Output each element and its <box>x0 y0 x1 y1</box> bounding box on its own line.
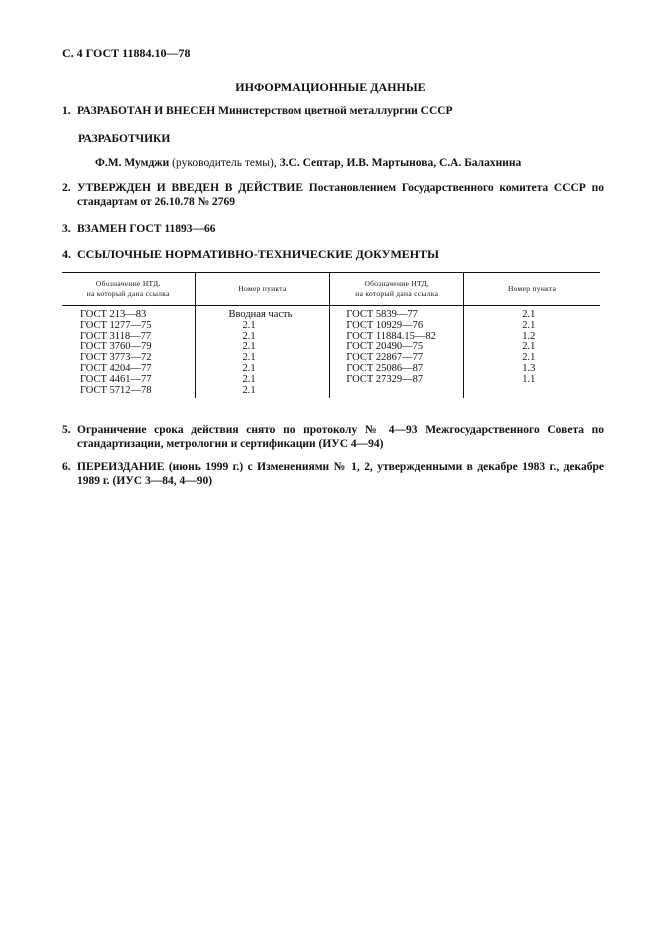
left-doc-item-list <box>62 310 195 396</box>
item-number: 2. <box>62 182 71 194</box>
lead-developer-role: (руководитель темы), <box>172 157 277 169</box>
info-item-2 <box>62 181 604 209</box>
right-point-item: 2.1 <box>522 319 536 331</box>
right-doc-cell <box>330 306 464 399</box>
right-doc-item: ГОСТ 25086—87 <box>346 362 424 374</box>
right-doc-item: ГОСТ 22867—77 <box>346 352 424 364</box>
developers-heading: РАЗРАБОТЧИКИ <box>78 133 171 145</box>
document-title: ИНФОРМАЦИОННЫЕ ДАННЫЕ <box>235 80 426 94</box>
item-number: 5. <box>62 424 71 436</box>
item-number: 4. <box>62 247 71 261</box>
left-doc-item: ГОСТ 1277—75 <box>80 319 152 331</box>
other-developers: З.С. Септар, И.В. Мартынова, С.А. Балахнина <box>279 157 522 169</box>
left-point-cell <box>195 306 330 399</box>
right-point-item: 1.1 <box>522 373 536 385</box>
right-doc-item-list <box>330 310 463 386</box>
info-item-6 <box>62 460 604 488</box>
right-point-item: 1.2 <box>522 330 536 342</box>
info-item-4 <box>62 247 604 261</box>
col-header-doc-right: Обозначение НТД, на который дана ссылка <box>330 273 464 306</box>
left-point-item: 2.1 <box>242 362 256 374</box>
left-doc-item: ГОСТ 3118—77 <box>80 330 152 342</box>
references-table <box>62 272 600 398</box>
col-header-point-right: Номер пункта <box>464 273 600 306</box>
col-header-doc-left: Обозначение НТД, на который дана ссылка <box>62 273 195 306</box>
developers-names <box>95 157 521 169</box>
item-text: ВЗАМЕН ГОСТ 11893—66 <box>77 223 216 235</box>
left-doc-item: ГОСТ 5712—78 <box>80 384 152 396</box>
left-doc-item: ГОСТ 4461—77 <box>80 373 152 385</box>
item-text: ПЕРЕИЗДАНИЕ (июнь 1999 г.) с Изменениями № 1, 2, утвержденными в декабре 1983 г., декабре 1989 г. (ИУС 3—84, 4—90) <box>77 461 604 487</box>
left-doc-item: ГОСТ 213—83 <box>80 309 147 320</box>
left-doc-item: ГОСТ 3760—79 <box>80 341 152 353</box>
left-point-item: 2.1 <box>242 373 256 385</box>
left-point-item: 2.1 <box>242 319 256 331</box>
right-doc-item: ГОСТ 5839—77 <box>346 309 418 320</box>
info-item-5 <box>62 423 604 451</box>
left-point-item: 2.1 <box>242 352 256 364</box>
left-point-item: 2.1 <box>242 384 256 396</box>
left-point-item-list <box>196 310 330 396</box>
item-number: 1. <box>62 105 71 117</box>
lead-developer-name: Ф.М. Мумджи <box>95 157 170 169</box>
left-point-item: 2.1 <box>242 341 256 353</box>
left-point-item: 2.1 <box>242 330 256 342</box>
info-item-1 <box>62 104 604 118</box>
info-item-3 <box>62 222 604 236</box>
right-point-item: 2.1 <box>522 352 536 364</box>
right-point-item-list <box>464 310 600 386</box>
table-header-row <box>62 273 600 306</box>
left-point-item: Вводная часть <box>228 309 293 320</box>
item-text: РАЗРАБОТАН И ВНЕСЕН Министерством цветной металлургии СССР <box>77 105 453 117</box>
page-header: С. 4 ГОСТ 11884.10—78 <box>62 46 191 60</box>
col-header-point-left: Номер пункта <box>195 273 330 306</box>
right-doc-item: ГОСТ 11884.15—82 <box>346 330 436 342</box>
right-point-item: 2.1 <box>522 341 536 353</box>
item-text: ССЫЛОЧНЫЕ НОРМАТИВНО-ТЕХНИЧЕСКИЕ ДОКУМЕНТЫ <box>77 247 439 261</box>
table-row <box>62 306 600 399</box>
item-text: УТВЕРЖДЕН И ВВЕДЕН В ДЕЙСТВИЕ Постановлением Государственного комитета СССР по стандартам от 26.10.78 № 2769 <box>77 182 604 208</box>
item-text: Ограничение срока действия снято по протоколу № 4—93 Межгосударственного Совета по стандартизации, метрологии и сертификации (ИУС 4—94) <box>77 424 604 450</box>
left-doc-cell <box>62 306 195 399</box>
item-number: 6. <box>62 461 71 473</box>
right-doc-item: ГОСТ 10929—76 <box>346 319 424 331</box>
right-point-item: 1.3 <box>522 362 536 374</box>
right-point-item: 2.1 <box>522 309 536 320</box>
right-doc-item: ГОСТ 20490—75 <box>346 341 424 353</box>
left-doc-item: ГОСТ 3773—72 <box>80 352 152 364</box>
right-point-cell <box>464 306 600 399</box>
left-doc-item: ГОСТ 4204—77 <box>80 362 152 374</box>
item-number: 3. <box>62 223 71 235</box>
right-doc-item: ГОСТ 27329—87 <box>346 373 424 385</box>
